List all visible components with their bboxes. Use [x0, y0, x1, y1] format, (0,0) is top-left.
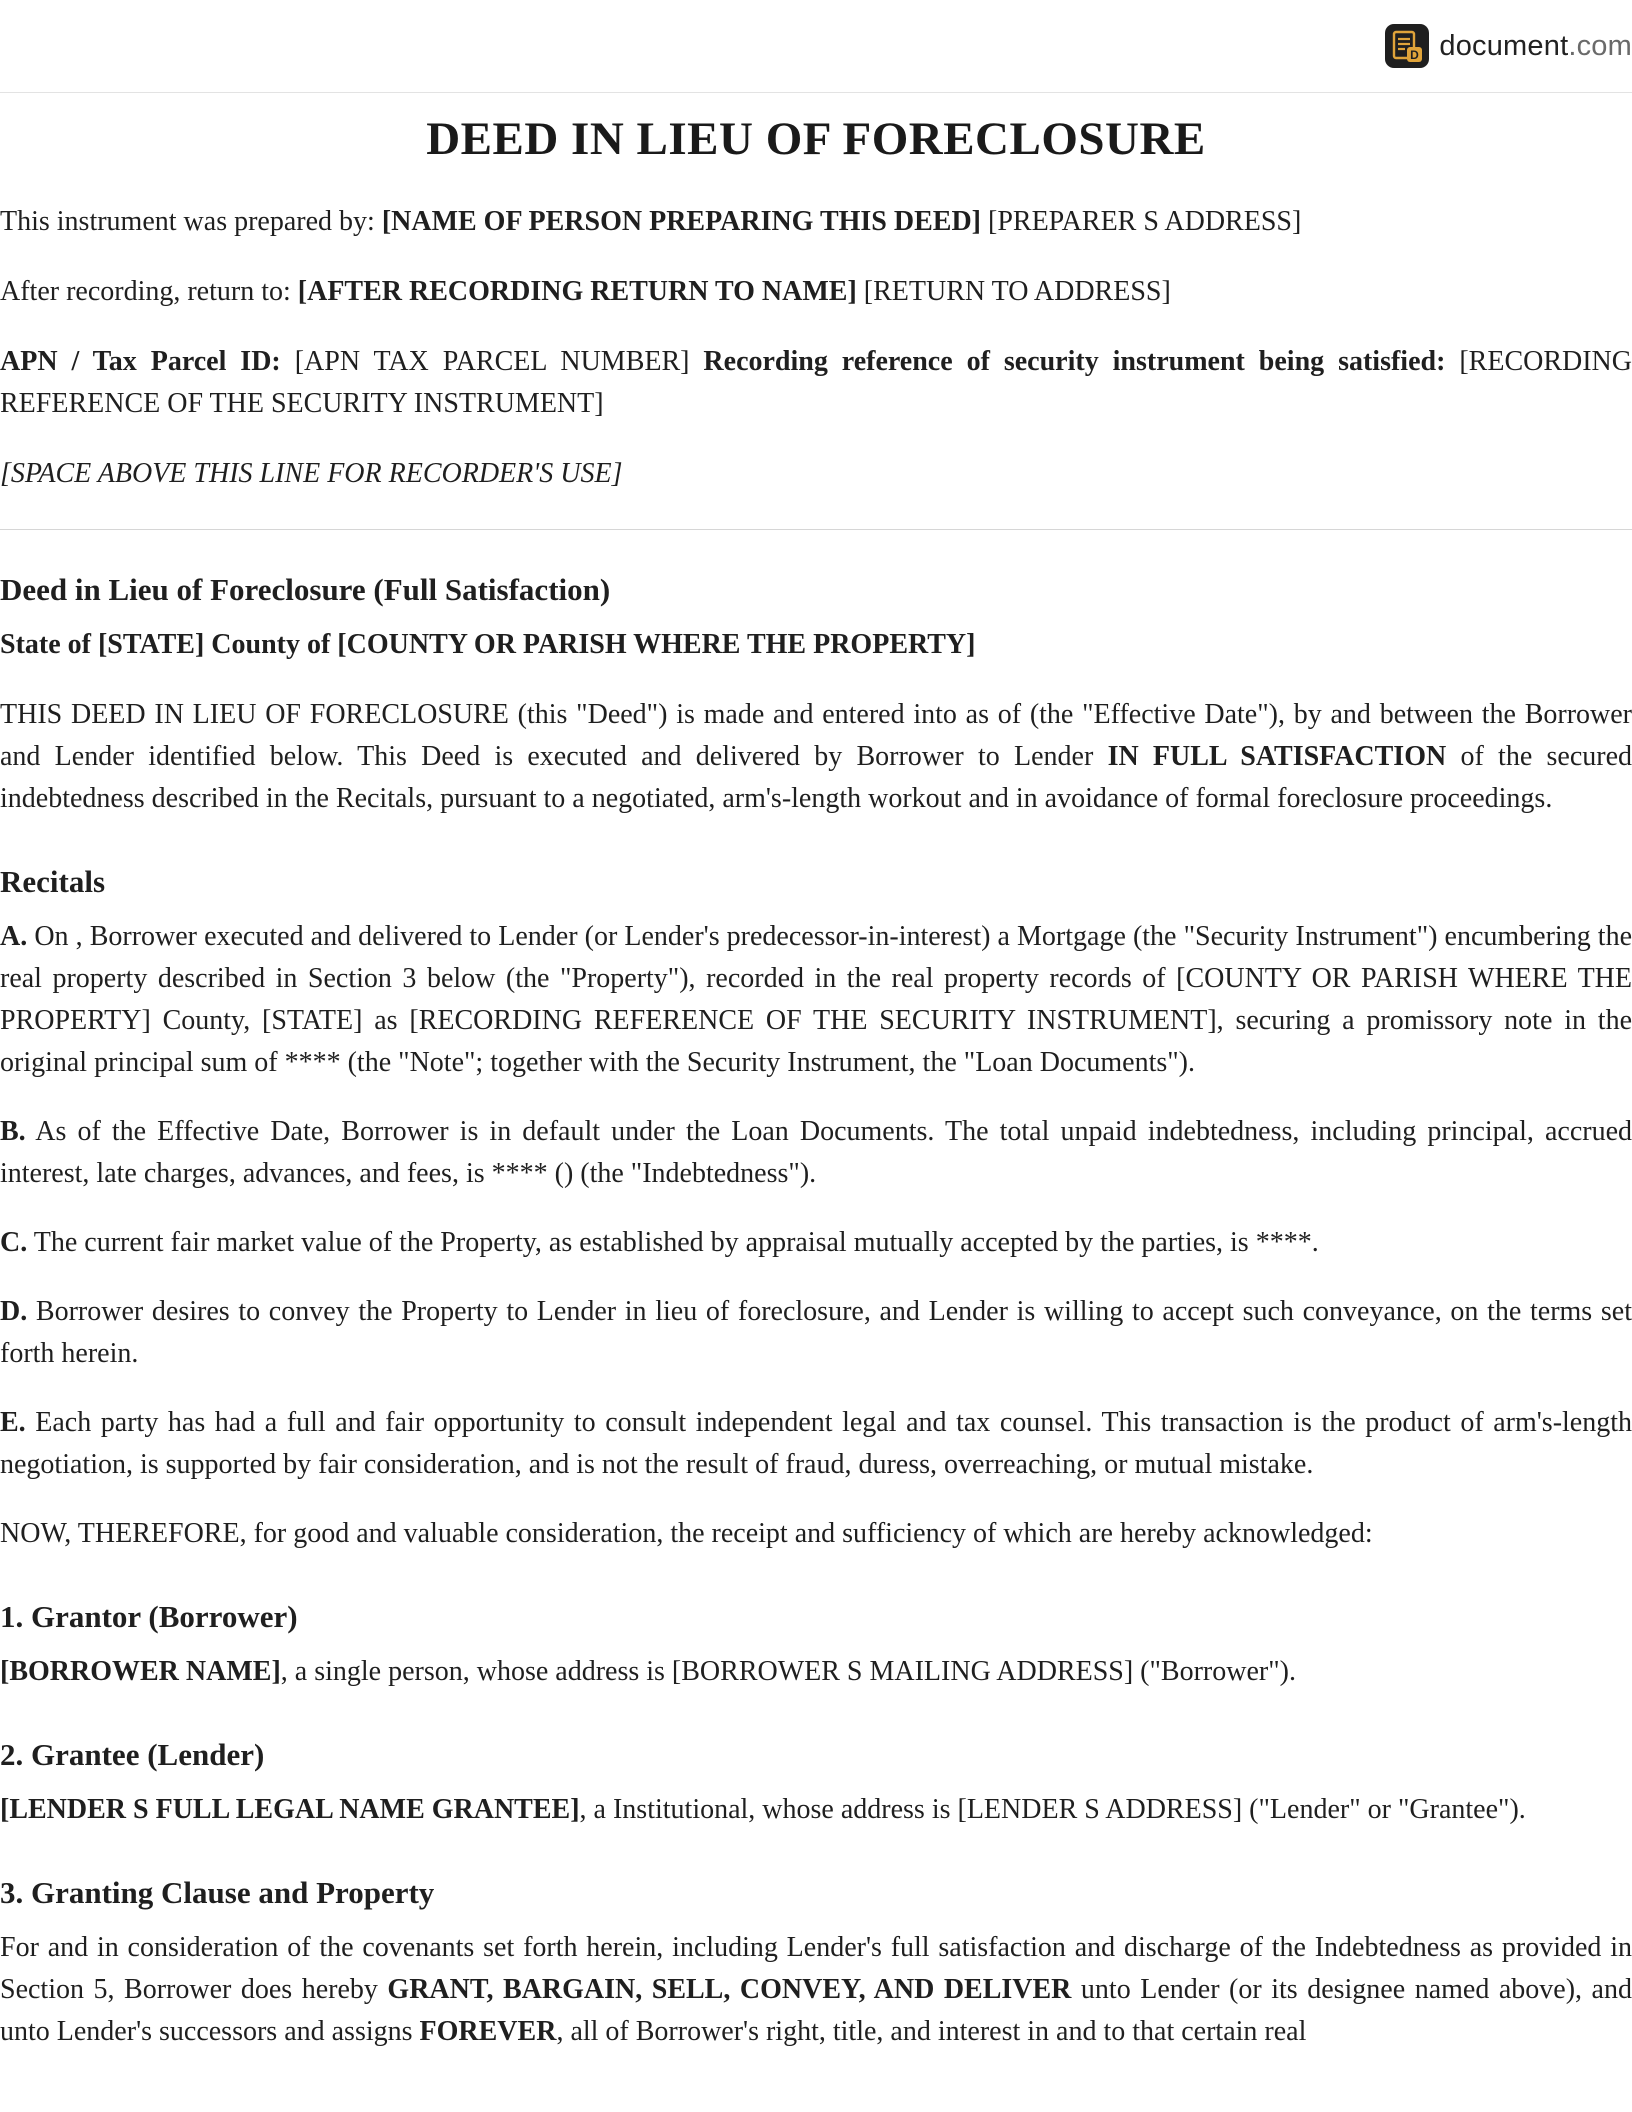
preparer-name: [NAME OF PERSON PREPARING THIS DEED] — [381, 206, 981, 238]
recital-c — [0, 1222, 1632, 1264]
now-therefore-paragraph: NOW, THEREFORE, for good and valuable consideration, the receipt and sufficiency of which are hereby acknowledged: — [0, 1518, 1373, 1550]
apn-line — [0, 341, 1632, 425]
recital-text: Borrower desires to convey the Property to Lender in lieu of foreclosure, and Lender is willing to accept such conveyance, on the terms set forth herein. — [0, 1296, 1632, 1370]
granting-bold-1: GRANT, BARGAIN, SELL, CONVEY, AND DELIVER — [387, 1974, 1072, 2006]
brand-logo[interactable] — [1385, 24, 1632, 68]
return-to-label: After recording, return to: — [0, 276, 298, 308]
recital-letter: A. — [0, 921, 28, 953]
document-logo-icon — [1385, 24, 1429, 68]
brand-name — [1439, 30, 1632, 63]
granting-clause-paragraph — [0, 1927, 1632, 2053]
grantor-heading: 1. Grantor (Borrower) — [0, 1599, 298, 1635]
recitals-heading: Recitals — [0, 864, 106, 900]
document-title: DEED IN LIEU OF FORECLOSURE — [426, 113, 1206, 165]
recording-reference-label: Recording reference of security instrument being satisfied: — [703, 346, 1446, 378]
recital-letter: C. — [0, 1227, 28, 1259]
recording-reference-value: [RECORDING REFERENCE OF THE SECURITY INSTRUMENT] — [0, 346, 1632, 420]
recorder-use-note: [SPACE ABOVE THIS LINE FOR RECORDER'S USE] — [0, 458, 623, 490]
recital-letter: D. — [0, 1296, 28, 1328]
granting-bold-2: FOREVER — [419, 2016, 557, 2048]
return-to-name: [AFTER RECORDING RETURN TO NAME] — [297, 276, 857, 308]
granting-text-3: , all of Borrower's right, title, and interest in and to that certain real — [556, 2016, 1307, 2048]
recital-e — [0, 1402, 1632, 1486]
grantor-paragraph — [0, 1651, 1632, 1693]
apn-value: [APN TAX PARCEL NUMBER] — [280, 346, 704, 378]
apn-label: APN / Tax Parcel ID: — [0, 346, 281, 378]
recorder-divider — [0, 529, 1632, 530]
recital-b — [0, 1111, 1632, 1195]
grantor-text: , a single person, whose address is [BORROWER S MAILING ADDRESS] ("Borrower"). — [280, 1656, 1296, 1688]
state-county-line: State of [STATE] County of [COUNTY OR PARISH WHERE THE PROPERTY] — [0, 629, 976, 661]
recital-a — [0, 916, 1632, 1084]
recital-letter: E. — [0, 1407, 26, 1439]
intro-text-1: THIS DEED IN LIEU OF FORECLOSURE (this "Deed") is made and entered into as of (the "Effective Date"), by and between the Borrower and Lender identified below. This Deed is executed and delivered by Borrower to Lender — [0, 699, 1632, 773]
grantee-text: , a Institutional, whose address is [LENDER S ADDRESS] ("Lender" or "Grantee"). — [579, 1794, 1526, 1826]
prepared-by-line — [0, 201, 1632, 243]
granting-text-1: For and in consideration of the covenants set forth herein, including Lender's full satisfaction and discharge of the Indebtedness as provided in Section 5, Borrower does hereby — [0, 1932, 1632, 2006]
grantee-heading: 2. Grantee (Lender) — [0, 1737, 265, 1773]
svg-text:D: D — [1410, 48, 1420, 62]
return-to-line — [0, 271, 1632, 313]
top-bar — [0, 0, 1632, 93]
return-to-address: [RETURN TO ADDRESS] — [856, 276, 1171, 308]
lender-name: [LENDER S FULL LEGAL NAME GRANTEE] — [0, 1794, 580, 1826]
brand-name-main: document — [1439, 29, 1569, 62]
recital-d — [0, 1291, 1632, 1375]
recital-text: Each party has had a full and fair opportunity to consult independent legal and tax counsel. This transaction is the product of arm's-length negotiation, is supported by fair consideration, and is not the result of fraud, duress, overreaching, or mutual mistake. — [0, 1407, 1632, 1481]
grantee-paragraph — [0, 1789, 1632, 1831]
granting-clause-heading: 3. Granting Clause and Property — [0, 1875, 435, 1911]
granting-text-2: unto Lender (or its designee named above), and unto Lender's successors and assigns — [0, 1974, 1632, 2048]
preparer-address: [PREPARER S ADDRESS] — [981, 206, 1302, 238]
borrower-name: [BORROWER NAME] — [0, 1656, 281, 1688]
document-body — [0, 111, 1632, 2053]
deed-heading: Deed in Lieu of Foreclosure (Full Satisfaction) — [0, 572, 611, 608]
intro-paragraph — [0, 694, 1632, 820]
intro-bold: IN FULL SATISFACTION — [1107, 741, 1447, 773]
recital-text: The current fair market value of the Property, as established by appraisal mutually accepted by the parties, is ****. — [27, 1227, 1319, 1259]
recital-text: As of the Effective Date, Borrower is in default under the Loan Documents. The total unpaid indebtedness, including principal, accrued interest, late charges, advances, and fees, is **** () (the "Indebtedness"). — [0, 1116, 1632, 1190]
recital-letter: B. — [0, 1116, 26, 1148]
prepared-by-label: This instrument was prepared by: — [0, 206, 382, 238]
intro-text-2: of the secured indebtedness described in the Recitals, pursuant to a negotiated, arm's-length workout and in avoidance of formal foreclosure proceedings. — [0, 741, 1632, 815]
recital-text: On , Borrower executed and delivered to Lender (or Lender's predecessor-in-interest) a Mortgage (the "Security Instrument") encumbering the real property described in Section 3 below (the "Property"), recorded in the real property records of [COUNTY OR PARISH WHERE THE PROPERTY] County, [STATE] as [RECORDING REFERENCE OF THE SECURITY INSTRUMENT], securing a promissory note in the original principal sum of **** (the "Note"; together with the Security Instrument, the "Loan Documents"). — [0, 921, 1632, 1079]
brand-name-tld: .com — [1568, 29, 1632, 62]
